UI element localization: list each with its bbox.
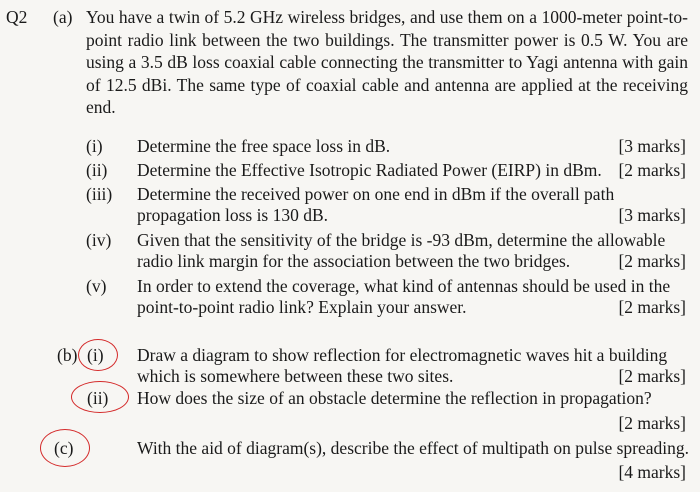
question-number: Q2 [6,7,28,27]
item-a-v-text-2: point-to-point radio link? Explain your answer. [137,297,467,317]
item-a-v-marks: [2 marks] [618,297,686,317]
part-c-text: With the aid of diagram(s), describe the effect of multipath on pulse spreading. [137,438,689,458]
item-a-iii-marks: [3 marks] [618,205,686,225]
item-b-i-number: (i) [87,345,104,365]
item-b-i-marks: [2 marks] [618,366,686,386]
item-b-ii-number: (ii) [87,388,109,408]
item-b-ii-marks: [2 marks] [618,413,686,433]
item-a-ii-text: Determine the Effective Isotropic Radiated Power (EIRP) in dBm. [137,160,602,180]
item-a-iv-number: (iv) [86,230,112,250]
item-a-iv-marks: [2 marks] [618,251,686,271]
item-b-i-text-1: Draw a diagram to show reflection for electromagnetic waves hit a building [137,345,668,365]
item-a-iii-number: (iii) [86,184,113,204]
item-a-v-text-1: In order to extend the coverage, what kind of antennas should be used in the [137,276,671,296]
item-a-i-marks: [3 marks] [618,136,686,156]
item-b-i-text-2: which is somewhere between these two sites. [137,366,454,386]
item-a-v-number: (v) [86,276,107,296]
item-b-ii-text: How does the size of an obstacle determine the reflection in propagation? [137,388,652,408]
item-a-iv-text-2: radio link margin for the association between the two bridges. [137,251,571,271]
item-a-i-number: (i) [86,136,103,156]
part-b-label: (b) [57,345,78,365]
item-a-iv-text-1: Given that the sensitivity of the bridge is -93 dBm, determine the allowable [137,230,666,250]
item-a-i-text: Determine the free space loss in dB. [137,136,391,156]
part-a-text: You have a twin of 5.2 GHz wireless bridges, and use them on a 1000-meter point-to-point radio link between the two buildings. The transmitter power is 0.5 W. You are using a 3.5 dB loss coaxial cable connecting the transmitter to Yagi antenna with gain of 12.5 dBi. The same type of coaxial cable and antenna are applied at the receiving end. [86,7,688,117]
part-c-marks: [4 marks] [618,462,686,482]
item-a-ii-number: (ii) [86,160,108,180]
item-a-ii-marks: [2 marks] [618,160,686,180]
part-c-label: (c) [54,438,74,458]
item-a-iii-text-1: Determine the received power on one end in dBm if the overall path [137,184,615,204]
part-a-label: (a) [53,7,73,27]
item-a-iii-text-2: propagation loss is 130 dB. [137,205,329,225]
